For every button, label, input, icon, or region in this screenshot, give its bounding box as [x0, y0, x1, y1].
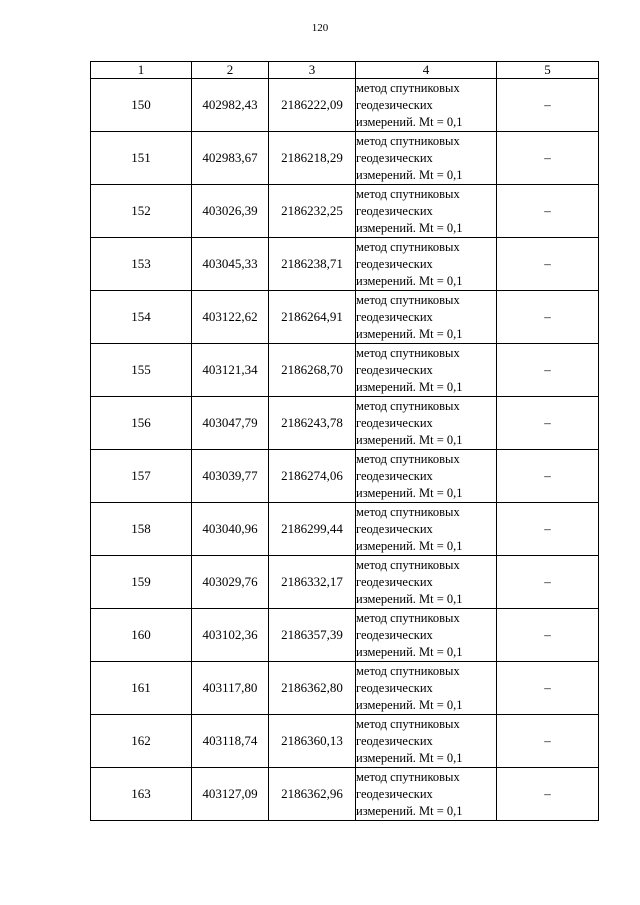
- point-number-cell: 159: [91, 556, 192, 609]
- table-row: [91, 450, 599, 503]
- note-cell: –: [497, 291, 599, 344]
- point-number-cell: 162: [91, 715, 192, 768]
- method-line: метод спутниковых: [356, 663, 460, 678]
- y-coordinate-cell: 2186268,70: [269, 344, 356, 397]
- method-cell: [356, 662, 497, 715]
- method-cell: [356, 185, 497, 238]
- y-coordinate-cell: 2186238,71: [269, 238, 356, 291]
- method-line: измерений. Mt = 0,1: [356, 220, 463, 235]
- table-row: [91, 185, 599, 238]
- y-coordinate-cell: 2186218,29: [269, 132, 356, 185]
- method-line: метод спутниковых: [356, 80, 460, 95]
- note-cell: –: [497, 662, 599, 715]
- method-line: метод спутниковых: [356, 504, 460, 519]
- method-cell: [356, 609, 497, 662]
- method-line: геодезических: [356, 309, 433, 324]
- method-line: геодезических: [356, 733, 433, 748]
- note-cell: –: [497, 609, 599, 662]
- y-coordinate-cell: 2186274,06: [269, 450, 356, 503]
- table-row: [91, 503, 599, 556]
- note-cell: –: [497, 238, 599, 291]
- method-line: геодезических: [356, 627, 433, 642]
- y-coordinate-cell: 2186360,13: [269, 715, 356, 768]
- note-cell: –: [497, 185, 599, 238]
- method-line: измерений. Mt = 0,1: [356, 538, 463, 553]
- x-coordinate-cell: 403045,33: [192, 238, 269, 291]
- x-coordinate-cell: 403118,74: [192, 715, 269, 768]
- coordinates-table: [90, 61, 599, 821]
- x-coordinate-cell: 403102,36: [192, 609, 269, 662]
- method-line: метод спутниковых: [356, 557, 460, 572]
- table-row: [91, 132, 599, 185]
- point-number-cell: 152: [91, 185, 192, 238]
- method-line: измерений. Mt = 0,1: [356, 167, 463, 182]
- point-number-cell: 153: [91, 238, 192, 291]
- note-cell: –: [497, 503, 599, 556]
- method-line: измерений. Mt = 0,1: [356, 379, 463, 394]
- y-coordinate-cell: 2186222,09: [269, 79, 356, 132]
- method-cell: [356, 79, 497, 132]
- table-row: [91, 344, 599, 397]
- point-number-cell: 160: [91, 609, 192, 662]
- table-row: [91, 662, 599, 715]
- method-line: геодезических: [356, 362, 433, 377]
- method-line: геодезических: [356, 521, 433, 536]
- column-header-5: 5: [497, 62, 599, 79]
- method-cell: [356, 715, 497, 768]
- method-line: измерений. Mt = 0,1: [356, 803, 463, 818]
- y-coordinate-cell: 2186299,44: [269, 503, 356, 556]
- column-header-3: 3: [269, 62, 356, 79]
- method-cell: [356, 556, 497, 609]
- note-cell: –: [497, 397, 599, 450]
- method-cell: [356, 344, 497, 397]
- x-coordinate-cell: 402982,43: [192, 79, 269, 132]
- note-cell: –: [497, 132, 599, 185]
- point-number-cell: 150: [91, 79, 192, 132]
- method-line: геодезических: [356, 415, 433, 430]
- method-line: геодезических: [356, 150, 433, 165]
- table-row: [91, 291, 599, 344]
- point-number-cell: 157: [91, 450, 192, 503]
- note-cell: –: [497, 450, 599, 503]
- method-line: измерений. Mt = 0,1: [356, 326, 463, 341]
- page-number: 120: [311, 22, 329, 34]
- x-coordinate-cell: 403026,39: [192, 185, 269, 238]
- table-body: [91, 79, 599, 821]
- method-line: геодезических: [356, 786, 433, 801]
- y-coordinate-cell: 2186357,39: [269, 609, 356, 662]
- x-coordinate-cell: 403122,62: [192, 291, 269, 344]
- x-coordinate-cell: 403047,79: [192, 397, 269, 450]
- method-cell: [356, 238, 497, 291]
- x-coordinate-cell: 403040,96: [192, 503, 269, 556]
- method-cell: [356, 132, 497, 185]
- method-line: метод спутниковых: [356, 292, 460, 307]
- y-coordinate-cell: 2186264,91: [269, 291, 356, 344]
- method-line: метод спутниковых: [356, 133, 460, 148]
- table-row: [91, 609, 599, 662]
- point-number-cell: 156: [91, 397, 192, 450]
- method-line: измерений. Mt = 0,1: [356, 750, 463, 765]
- method-line: измерений. Mt = 0,1: [356, 485, 463, 500]
- y-coordinate-cell: 2186362,96: [269, 768, 356, 821]
- y-coordinate-cell: 2186243,78: [269, 397, 356, 450]
- x-coordinate-cell: 403039,77: [192, 450, 269, 503]
- note-cell: –: [497, 344, 599, 397]
- method-line: измерений. Mt = 0,1: [356, 644, 463, 659]
- method-line: измерений. Mt = 0,1: [356, 591, 463, 606]
- note-cell: –: [497, 79, 599, 132]
- x-coordinate-cell: 403029,76: [192, 556, 269, 609]
- method-line: измерений. Mt = 0,1: [356, 432, 463, 447]
- method-line: геодезических: [356, 468, 433, 483]
- x-coordinate-cell: 402983,67: [192, 132, 269, 185]
- note-cell: –: [497, 556, 599, 609]
- x-coordinate-cell: 403121,34: [192, 344, 269, 397]
- table-header-row: [91, 62, 599, 79]
- method-line: метод спутниковых: [356, 451, 460, 466]
- y-coordinate-cell: 2186232,25: [269, 185, 356, 238]
- note-cell: –: [497, 715, 599, 768]
- table-row: [91, 556, 599, 609]
- method-cell: [356, 397, 497, 450]
- method-cell: [356, 768, 497, 821]
- method-line: измерений. Mt = 0,1: [356, 697, 463, 712]
- table-row: [91, 768, 599, 821]
- method-line: геодезических: [356, 256, 433, 271]
- point-number-cell: 154: [91, 291, 192, 344]
- method-line: метод спутниковых: [356, 186, 460, 201]
- method-line: геодезических: [356, 203, 433, 218]
- x-coordinate-cell: 403127,09: [192, 768, 269, 821]
- table-row: [91, 715, 599, 768]
- point-number-cell: 161: [91, 662, 192, 715]
- method-line: геодезических: [356, 574, 433, 589]
- y-coordinate-cell: 2186332,17: [269, 556, 356, 609]
- table-row: [91, 79, 599, 132]
- column-header-1: 1: [91, 62, 192, 79]
- point-number-cell: 155: [91, 344, 192, 397]
- method-line: метод спутниковых: [356, 716, 460, 731]
- method-line: метод спутниковых: [356, 610, 460, 625]
- point-number-cell: 151: [91, 132, 192, 185]
- point-number-cell: 163: [91, 768, 192, 821]
- method-line: измерений. Mt = 0,1: [356, 273, 463, 288]
- method-line: метод спутниковых: [356, 398, 460, 413]
- method-line: геодезических: [356, 680, 433, 695]
- method-cell: [356, 503, 497, 556]
- table-row: [91, 238, 599, 291]
- method-line: метод спутниковых: [356, 769, 460, 784]
- note-cell: –: [497, 768, 599, 821]
- column-header-2: 2: [192, 62, 269, 79]
- point-number-cell: 158: [91, 503, 192, 556]
- method-line: геодезических: [356, 97, 433, 112]
- method-cell: [356, 450, 497, 503]
- method-line: метод спутниковых: [356, 345, 460, 360]
- y-coordinate-cell: 2186362,80: [269, 662, 356, 715]
- table-row: [91, 397, 599, 450]
- method-cell: [356, 291, 497, 344]
- method-line: метод спутниковых: [356, 239, 460, 254]
- x-coordinate-cell: 403117,80: [192, 662, 269, 715]
- column-header-4: 4: [356, 62, 497, 79]
- method-line: измерений. Mt = 0,1: [356, 114, 463, 129]
